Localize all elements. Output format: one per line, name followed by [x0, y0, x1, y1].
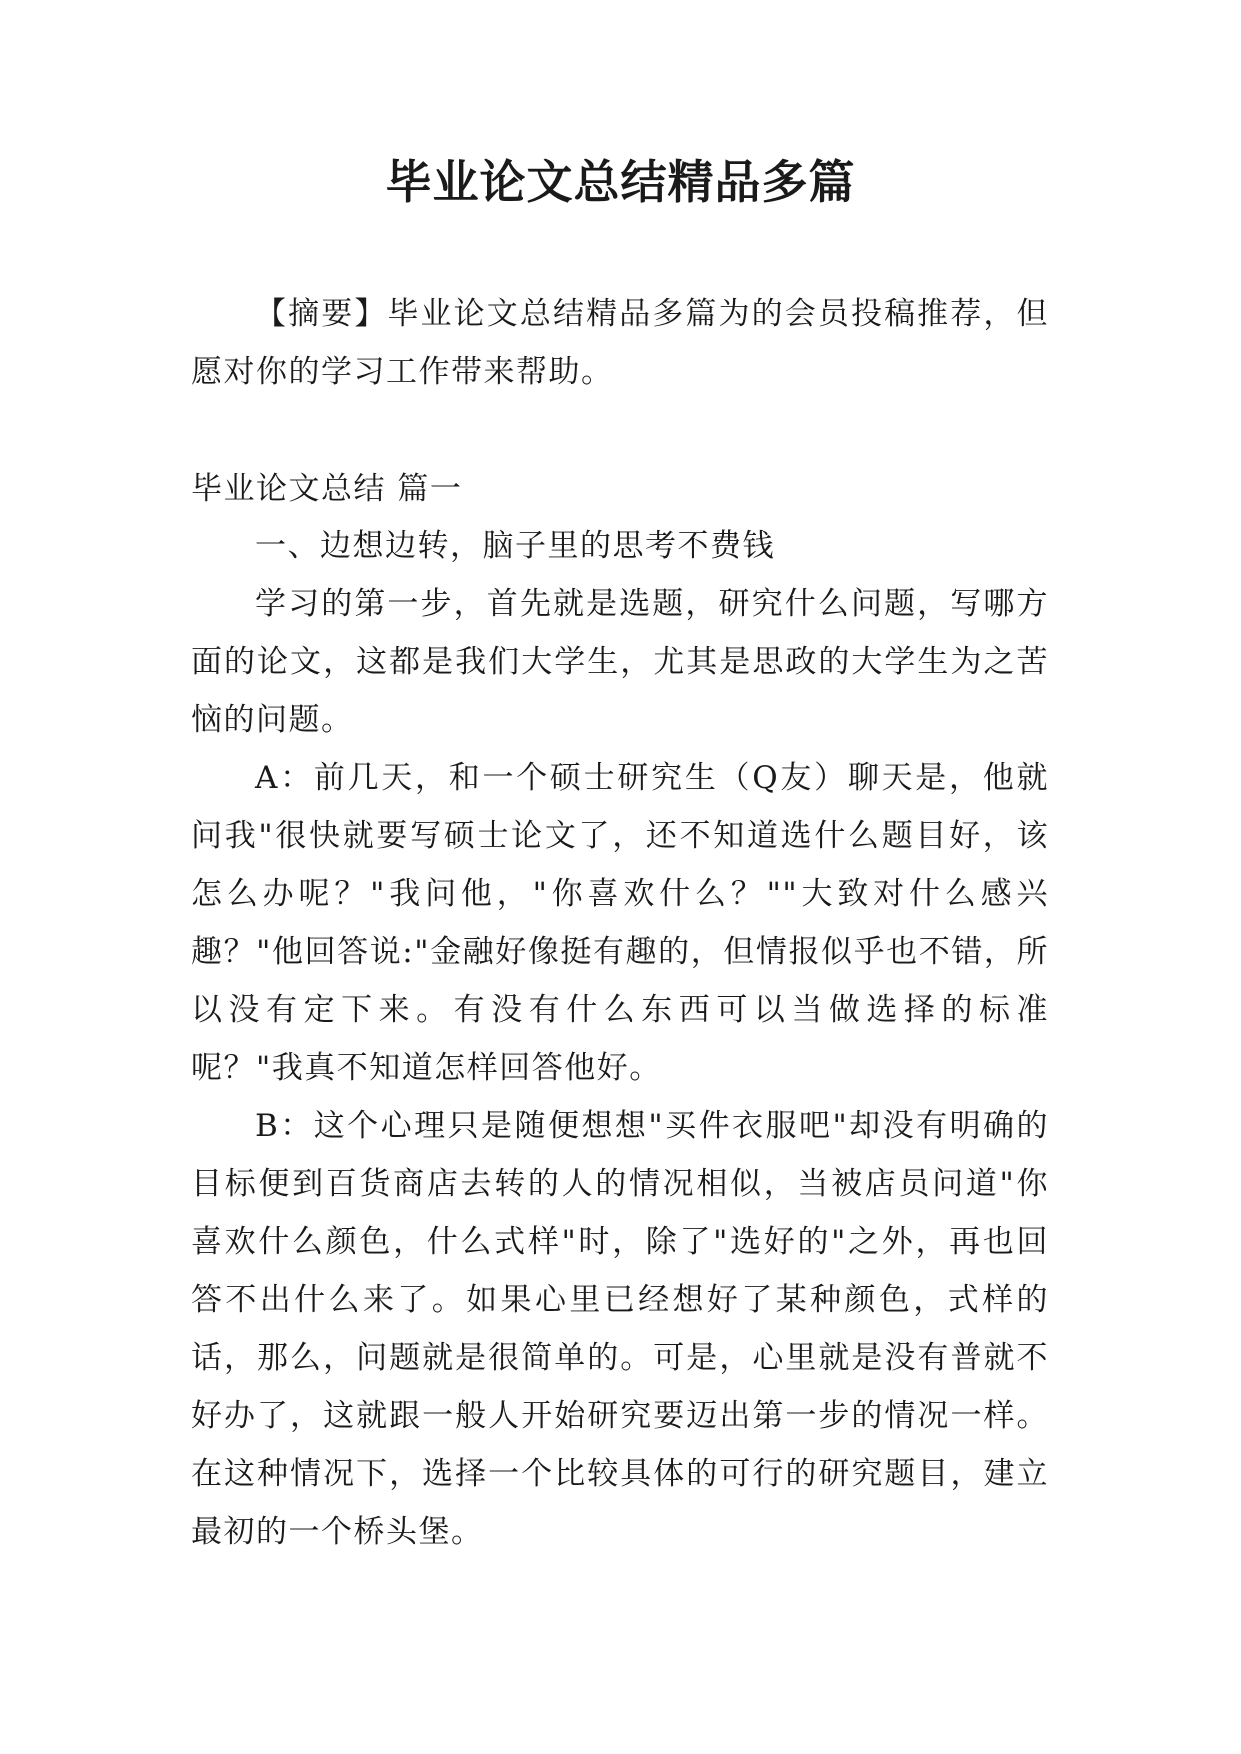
document-title: 毕业论文总结精品多篇 [385, 155, 856, 209]
paragraph-subheading: 一、边想边转，脑子里的思考不费钱 [255, 528, 775, 564]
abstract-block [191, 285, 1049, 401]
abstract-text: 【摘要】毕业论文总结精品多篇为的会员投稿推荐，但愿对你的学习工作带来帮助。 [191, 296, 1049, 390]
section-heading-block [191, 460, 1049, 518]
paragraph: 学习的第一步，首先就是选题，研究什么问题，写哪方面的论文，这都是我们大学生，尤其是思政的大学生为之苦恼的问题。 [191, 586, 1049, 738]
paragraph: A：前几天，和一个硕士研究生（Q友）聊天是，他就问我"很快就要写硕士论文了，还不知道选什么题目好，该怎么办呢？"我问他，"你喜欢什么？""大致对什么感兴趣？"他回答说:"金融好像挺有趣的，但情报似乎也不错，所以没有定下来。有没有什么东西可以当做选择的标准呢？"我真不知道怎样回答他好。 [191, 760, 1049, 1086]
section-heading: 毕业论文总结 篇一 [191, 471, 463, 507]
paragraph: B：这个心理只是随便想想"买件衣服吧"却没有明确的目标便到百货商店去转的人的情况相似，当被店员问道"你喜欢什么颜色，什么式样"时，除了"选好的"之外，再也回答不出什么来了。如果心里已经想好了某种颜色，式样的话，那么，问题就是很简单的。可是，心里就是没有普就不好办了，这就跟一般人开始研究要迈出第一步的情况一样。在这种情况下，选择一个比较具体的可行的研究题目，建立最初的一个桥头堡。 [191, 1108, 1049, 1550]
content-block [191, 517, 1049, 1561]
